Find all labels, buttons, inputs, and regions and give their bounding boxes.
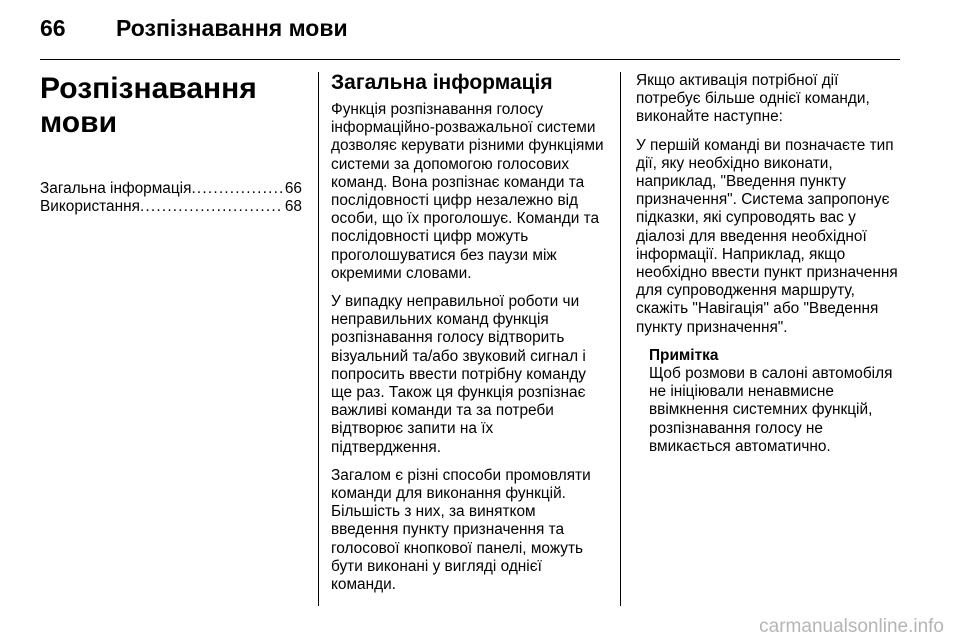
page-header bbox=[40, 15, 900, 60]
body-paragraph: Якщо активація потрібної дії потребує більше однієї команди, виконайте наступне: bbox=[636, 72, 870, 126]
toc-entry-label: Використання bbox=[40, 198, 140, 216]
toc-entry-label: Загальна інформація bbox=[40, 180, 192, 197]
chapter-column bbox=[40, 72, 302, 216]
chapter-title: Розпізнавання мови bbox=[40, 72, 257, 139]
toc-entry[interactable] bbox=[40, 180, 302, 198]
toc-entry[interactable] bbox=[40, 198, 302, 216]
note-title: Примітка bbox=[649, 346, 719, 364]
running-title: Розпізнавання мови bbox=[116, 15, 348, 41]
section-column bbox=[331, 72, 607, 604]
toc-entry-page: 66 bbox=[284, 180, 302, 197]
section-title: Загальна інформація bbox=[331, 71, 553, 94]
column-divider-2 bbox=[620, 72, 621, 606]
toc-leader-dots bbox=[191, 180, 282, 198]
page-number: 66 bbox=[40, 15, 66, 41]
column-divider-1 bbox=[318, 72, 319, 606]
body-paragraph: Загалом є різні способи промовляти команди для виконання функцій. Більшість з них, за винятком введення пункту призначення та голосової кнопкової панелі, можуть бути виконані у вигляді однієї команди. bbox=[331, 466, 591, 594]
note-text: Щоб розмови в салоні автомобіля не ініціювали ненавмисне ввімкнення системних функцій, розпізнавання голосу не вмикається автоматично. bbox=[649, 365, 893, 455]
body-paragraph: Функція розпізнавання голосу інформаційно-розважальної системи дозволяє керувати різними функціями системи за допомогою голосових команд. Вона розпізнає команди та послідовності цифр незалежно від особи, що їх проголошує. Команди та послідовності цифр можуть проголошуватися без паузи між окремими словами. bbox=[331, 101, 604, 282]
watermark: carmanualsonline.info bbox=[759, 616, 944, 637]
body-paragraph: У випадку неправильної роботи чи неправильних команд функція розпізнавання голосу відтворить візуальний та/або звуковий сигнал і попросить ввести потрібну команду ще раз. Також ця функція розпізнає важливі команди та за потреби відтворює запити на їх підтвердження. bbox=[331, 293, 586, 456]
toc-entry-page: 68 bbox=[284, 198, 302, 216]
continuation-column bbox=[636, 72, 901, 456]
note-box bbox=[649, 347, 901, 456]
body-paragraph: У першій команді ви позначаєте тип дії, яку необхідно виконати, наприклад, "Введення пункту призначення". Система запропонує підказки, які супроводять вас у діалозі для введення необхідної інформації. Наприклад, якщо необхідно ввести пункт призначення для супроводження маршруту, скажіть "Навігація" або "Введення пункту призначення". bbox=[636, 136, 898, 336]
toc-leader-dots bbox=[140, 198, 283, 216]
